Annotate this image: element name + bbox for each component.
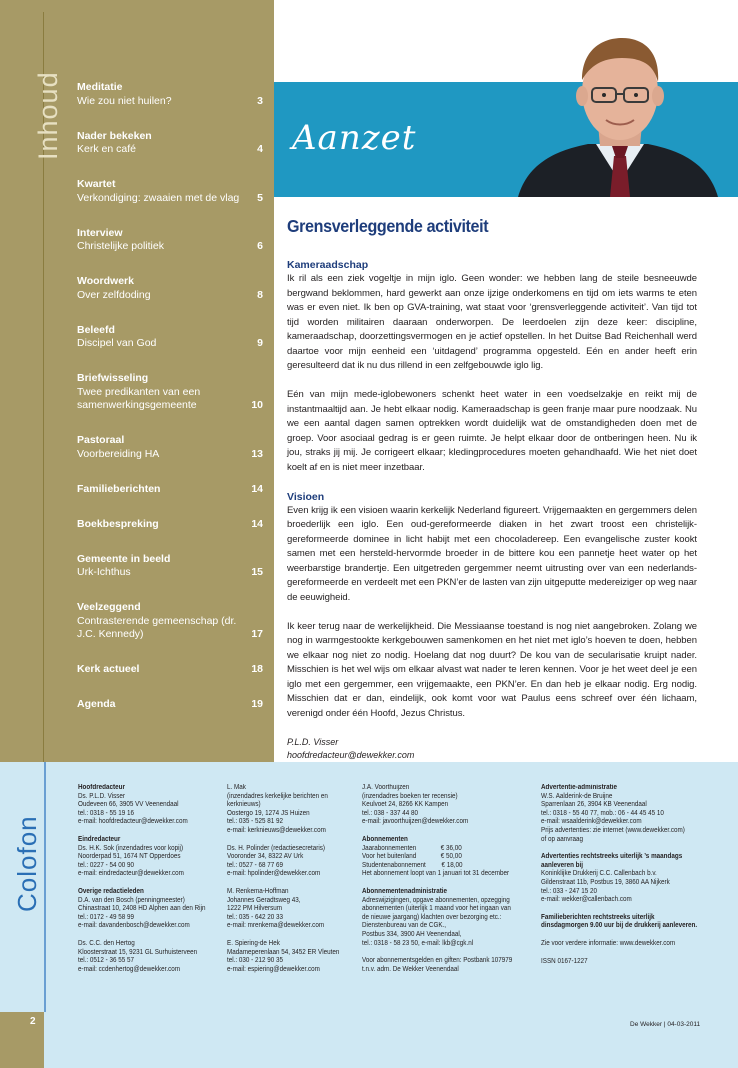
toc-title: Discipel van God — [77, 337, 157, 349]
toc-entry[interactable] — [77, 81, 263, 108]
subheading-visioen: Visioen — [287, 490, 325, 503]
colophon-block — [227, 940, 351, 974]
colophon-line: Gildenstraat 11b, Postbus 19, 3860 AA Nijkerk — [541, 878, 670, 886]
colophon-line: (inzendadres boeken ter recensie) — [362, 792, 458, 800]
toc-page-number: 9 — [257, 337, 263, 349]
colophon-line: (inzendadres kerkelijke berichten en — [227, 792, 328, 800]
colophon-line: Ds. C.C. den Hertog — [78, 939, 135, 947]
colophon-block-heading: Advertenties rechtstreeks uiterlijk ’s maandags aanleveren bij — [541, 853, 683, 869]
toc-page-number: 14 — [251, 482, 263, 495]
colophon-block — [78, 888, 213, 931]
toc-entry[interactable] — [77, 518, 263, 532]
table-of-contents — [77, 81, 263, 712]
toc-page-number: 19 — [251, 698, 263, 710]
colophon-block — [541, 853, 698, 905]
colophon-line: Adreswijzigingen, opgave abonnementen, opzegging — [362, 896, 510, 904]
colophon-line: J.A. Voorthuijzen — [362, 784, 410, 791]
toc-section: Woordwerk — [77, 275, 134, 287]
colophon-block — [541, 940, 698, 949]
toc-page-number: 3 — [257, 94, 263, 107]
subheading-kameraadschap: Kameraadschap — [287, 259, 369, 271]
colophon-line[interactable]: e-mail: ccdenhertog@dewekker.com — [78, 965, 180, 973]
colophon-line: Ds. H.K. Sok (inzendadres voor kopij) — [78, 844, 184, 852]
colophon-line: de nieuwe jaargang) klachten over bezorging etc.: — [362, 913, 502, 921]
colophon-block — [78, 836, 213, 879]
colophon-line: tel.: 0527 - 68 77 69 — [227, 861, 284, 869]
colophon-line: Koninklijke Drukkerij C.C. Callenbach b.v. — [541, 870, 657, 878]
toc-section: Agenda — [77, 698, 116, 710]
colophon-line: tel.: 0227 - 54 00 90 — [78, 861, 135, 869]
colophon-block-heading: Advertentie-administratie — [541, 784, 617, 791]
colophon-line[interactable]: e-mail: javoorthuijzen@dewekker.com — [362, 818, 469, 826]
toc-page-number: 8 — [257, 288, 263, 301]
author-portrait — [498, 32, 736, 197]
colophon-block — [227, 784, 351, 836]
colophon-block — [541, 784, 698, 844]
colophon-line: Oudeveen 66, 3905 VV Veenendaal — [78, 801, 179, 809]
toc-page-number: 4 — [257, 143, 263, 155]
toc-section: Kwartet — [77, 178, 116, 190]
colophon-line[interactable]: e-mail: davandenbosch@dewekker.com — [78, 922, 190, 930]
colophon-block — [78, 784, 213, 827]
colophon-line: Jaarabonnementen € 36,00 — [362, 844, 462, 852]
column-title: Aanzet — [292, 118, 417, 158]
toc-entry[interactable] — [77, 324, 263, 351]
article-headline: Grensverleggende activiteit — [287, 216, 489, 236]
page-number-tab — [0, 1012, 44, 1068]
colophon-line: t.n.v. adm. De Wekker Veenendaal — [362, 965, 459, 973]
toc-entry[interactable] — [77, 178, 263, 205]
colophon-block — [541, 914, 698, 931]
colophon-line[interactable]: e-mail: mrenkema@dewekker.com — [227, 922, 325, 930]
toc-page-number: 14 — [251, 517, 263, 530]
issue-info: De Wekker | 04-03-2011 — [630, 1021, 701, 1028]
toc-section: Pastoraal — [77, 434, 125, 446]
toc-title: Wie zou niet huilen? — [77, 94, 172, 107]
author-email-link[interactable]: hoofdredacteur@dewekker.com — [287, 749, 415, 760]
toc-section: Briefwisseling — [77, 372, 149, 384]
colophon-line: Voor het buitenland € 50,00 — [362, 853, 462, 861]
toc-entry[interactable] — [77, 227, 263, 254]
toc-section: Veelzeggend — [77, 601, 141, 613]
colophon-line: tel.: 038 - 337 44 80 — [362, 809, 419, 817]
colophon-line: Vooronder 34, 8322 AV Urk — [227, 853, 304, 861]
editorial-article — [287, 216, 697, 762]
toc-page-number: 6 — [257, 240, 263, 252]
colophon-line: tel.: 035 - 525 81 92 — [227, 818, 284, 826]
colophon-line: tel.: 0318 - 55 40 77, mob.: 06 - 44 45 45 10 — [541, 809, 664, 817]
colophon-line: Ds. H. Polinder (redactiesecretaris) — [227, 844, 326, 852]
colophon-line: tel.: 035 - 642 20 33 — [227, 913, 284, 921]
colophon-line: Johannes Geradtsweg 43, — [227, 896, 301, 904]
colophon-block-heading: Abonnementenadministratie — [362, 887, 448, 895]
colophon-line: Dienstenbureau van de CGK., — [362, 922, 447, 930]
toc-title: Christelijke politiek — [77, 240, 164, 252]
toc-page-number: 18 — [251, 663, 263, 675]
article-paragraph: Even krijg ik een visioen waarin kerkelijk Nederland figureert. Vrijgemaakten en gergemmers delen broederlijk een iglo. Een oud-gereformeerde diaken in het zwart troost een christelijk-gereformeerde dominee in licht habijt met een chocoladereep. Een evangelische zuster kookt samen met een hersteld-hervormde broeder in de bittere kou een pannetje heet water op het weerbarstige brandertje. Een uitgetreden gergemmer neemt uitrusting over van een nederlands-gereformeerde en verdeelt met een PKN’er de lasten van zijn uitgeputte medereiziger op weg naar de eeuwigheid. — [287, 504, 697, 603]
colophon-line: Postbus 334, 3900 AH Veenendaal, — [362, 930, 462, 938]
article-paragraph: Ik keer terug naar de werkelijkheid. Die Messiaanse toestand is nog niet aangebroken. Zolang we nog in warmgestookte kerkgebouwen samenkomen en het niet met iglo’s hoeven te doen, hebben we elkaar nog niet zo nodig. Hoelang dat nog duurt? De kou van de secularisatie kruipt nader. Misschien is het wel wijs om elkaar alvast wat nader te leren kennen. Voor je het weet deel je een iglo met een gergemmer, een vrijgemaakte, een PKN’er. En dan heb je elkaar nodig. Erg nodig. Misschien dat er dan, eindelijk, ook komt voor wat Paulus eens schreef over één lichaam, verenigd onder één Hoofd, Jezus Christus. — [287, 620, 697, 719]
colophon-line: Studentenabonnement € 18,00 — [362, 861, 463, 869]
colophon-line[interactable]: e-mail: wsaalderink@dewekker.com — [541, 818, 642, 826]
toc-section: Kerk actueel — [77, 663, 140, 675]
colophon-line: E. Spiering-de Hek — [227, 939, 280, 947]
colophon-line: D.A. van den Bosch (penningmeester) — [78, 896, 185, 904]
toc-title: Urk-Ichthus — [77, 566, 131, 578]
toc-page-number: 15 — [251, 566, 263, 578]
colophon-line: tel.: 0512 - 36 55 57 — [78, 957, 135, 965]
colophon-block — [227, 888, 351, 931]
toc-entry[interactable] — [77, 698, 263, 712]
toc-entry[interactable] — [77, 601, 263, 642]
colophon-line: W.S. Aalderink-de Bruijne — [541, 792, 613, 800]
colophon-block — [362, 957, 515, 974]
colophon-block-heading: Abonnementen — [362, 835, 408, 843]
colophon-column-1 — [78, 784, 213, 983]
toc-title: Kerk en café — [77, 143, 136, 155]
colophon-line: tel.: 030 - 212 90 35 — [227, 957, 284, 965]
colophon-line: Voor abonnementsgelden en giften: Postbank 107979 — [362, 957, 513, 965]
colophon-line: of op aanvraag — [541, 835, 584, 843]
toc-title: Verkondiging: zwaaien met de vlag — [77, 191, 240, 204]
colophon-line[interactable]: Zie voor verdere informatie: www.dewekker.com — [541, 939, 676, 947]
toc-entry[interactable] — [77, 372, 263, 413]
toc-page-number: 10 — [251, 399, 263, 411]
colophon-line: ISSN 0167-1227 — [541, 957, 588, 965]
toc-entry[interactable] — [77, 663, 263, 677]
toc-page-number: 17 — [251, 628, 263, 640]
colophon-block — [362, 888, 515, 948]
colophon-line: tel.: 0172 - 49 58 99 — [78, 913, 135, 921]
colophon-line: Ds. P.L.D. Visser — [78, 792, 126, 800]
colophon-line[interactable]: e-mail: kerknieuws@dewekker.com — [227, 826, 326, 834]
colophon-line: tel.: 0318 - 55 19 16 — [78, 809, 135, 817]
colophon-block-heading: Familieberichten rechtstreeks uiterlijk dinsdagmorgen 9.00 uur bij de drukkerij aanleveren. — [541, 913, 698, 930]
toc-title: Contrasterende gemeenschap (dr. J.C. Kennedy) — [77, 614, 237, 640]
colophon-line: Keulvoet 24, 8266 KK Kampen — [362, 801, 449, 809]
toc-section: Familieberichten — [77, 482, 161, 495]
colophon-line: Madameperenlaan 54, 3452 ER Vleuten — [227, 948, 340, 956]
colophon-line: M. Renkema-Hoffman — [227, 887, 289, 895]
toc-entry[interactable] — [77, 130, 263, 157]
colophon-block — [362, 784, 515, 827]
colophon-line: kerknieuws) — [227, 801, 261, 809]
colophon-line: Oostergo 19, 1274 JS Huizen — [227, 809, 310, 817]
article-paragraph: Ik ril als een ziek vogeltje in mijn iglo. Geen wonder: we hebben lang de steile besneeuwde bergwand beklommen, hard gewerkt aan onze ijzige onderkomens en tijd om iets warms te eten was er even niet. Ik ben op GVA-training, wat staat voor ‘grensverleggende activiteit’. Van tijd tot tijd worden militairen daaraan onderworpen. De leerdoelen zijn deze keer: discipline, kameraadschap, doorzettingsvermogen en je actief opstellen. In het Duitse Bad Reichenhall werd daartoe voor mijn eenheid een ‘uitdagend’ programma opgesteld. Eén en ander heeft erin geresulteerd dat ik nu dus rillend in een zelfgebouwde iglo lig. — [287, 273, 697, 371]
toc-title: Twee predikanten van een samenwerkingsgemeente — [77, 385, 201, 411]
colophon-block-heading: Eindredacteur — [78, 835, 121, 843]
colophon-block — [362, 836, 515, 879]
colophon-line: Sparrenlaan 26, 3904 KB Veenendaal — [541, 801, 647, 809]
colophon-block — [78, 940, 213, 974]
colophon-line: Chinastraat 10, 2408 HD Alphen aan den Rijn — [78, 905, 206, 913]
colophon-column-4 — [541, 784, 698, 975]
colophon-line[interactable]: e-mail: hpolinder@dewekker.com — [227, 870, 321, 878]
colophon-line[interactable]: e-mail: espiering@dewekker.com — [227, 965, 320, 973]
colophon-heading: Colofon — [12, 815, 42, 912]
toc-section: Meditatie — [77, 81, 123, 93]
colophon-block-heading: Hoofdredacteur — [78, 784, 125, 791]
toc-section: Boekbespreking — [77, 517, 159, 530]
toc-section: Beleefd — [77, 323, 115, 336]
colophon-line: L. Mak — [227, 784, 246, 791]
page-number: 2 — [30, 1016, 36, 1027]
colophon-line[interactable]: e-mail: wekker@callenbach.com — [541, 896, 632, 904]
colophon-block-heading: Overige redactieleden — [78, 887, 144, 895]
colophon-line[interactable]: e-mail: hoofdredacteur@dewekker.com — [78, 818, 188, 826]
toc-title: Over zelfdoding — [77, 288, 151, 301]
toc-title: Voorbereiding HA — [77, 447, 160, 460]
colophon-line[interactable]: Prijs advertenties: zie internet (www.dewekker.com) — [541, 826, 685, 834]
toc-section: Nader bekeken — [77, 129, 152, 142]
colophon-divider — [44, 762, 46, 1012]
toc-section: Gemeente in beeld — [77, 552, 171, 565]
author-name: P.L.D. Visser — [287, 736, 339, 747]
toc-page-number: 13 — [251, 447, 263, 460]
toc-entry[interactable] — [77, 553, 263, 580]
colophon-line[interactable]: tel.: 0318 - 58 23 50, e-mail: lkb@cgk.nl — [362, 939, 474, 947]
toc-section: Interview — [77, 226, 123, 239]
toc-page-number: 5 — [257, 191, 263, 204]
toc-entry[interactable] — [77, 275, 263, 302]
contents-heading: Inhoud — [33, 71, 63, 160]
colophon-line: 1222 PM Hilversum — [227, 905, 282, 913]
toc-entry[interactable] — [77, 434, 263, 461]
colophon-block — [541, 958, 698, 967]
toc-entry[interactable] — [77, 483, 263, 497]
colophon-block — [227, 845, 351, 879]
colophon-column-3 — [362, 784, 515, 983]
colophon-line: Kloosterstraat 15, 9231 GL Surhuisterveen — [78, 948, 198, 956]
colophon-line: Noorderpad 51, 1674 NT Opperdoes — [78, 853, 181, 861]
colophon-column-2 — [227, 784, 351, 983]
colophon-line: abonnementen (uiterlijk 1 maand voor het ingaan van — [362, 905, 511, 913]
colophon-line[interactable]: e-mail: eindredacteur@dewekker.com — [78, 870, 184, 878]
article-paragraph: Eén van mijn mede-iglobewoners schenkt heet water in een voedselzakje en reikt mij de instantmaaltijd aan. Je hebt elkaar nodig. Kameraadschap is geen franje maar pure noodzaak. Nu we een aantal dagen samen optrekken wordt duidelijk wat de omstandigheden doen met de groep. Voor asociaal gedrag is er geen ruimte. Je helpt elkaar door de ontberingen heen. Nu ik jou, straks jij mij. Je corrigeert elkaar; kledingprocedures moeten gehandhaafd. Wie het niet doet koelt af en is niet meer inzetbaar. — [287, 389, 697, 473]
colophon-line: Het abonnement loopt van 1 januari tot 31 december — [362, 870, 510, 878]
colophon-line: tel.: 033 - 247 15 20 — [541, 887, 598, 895]
